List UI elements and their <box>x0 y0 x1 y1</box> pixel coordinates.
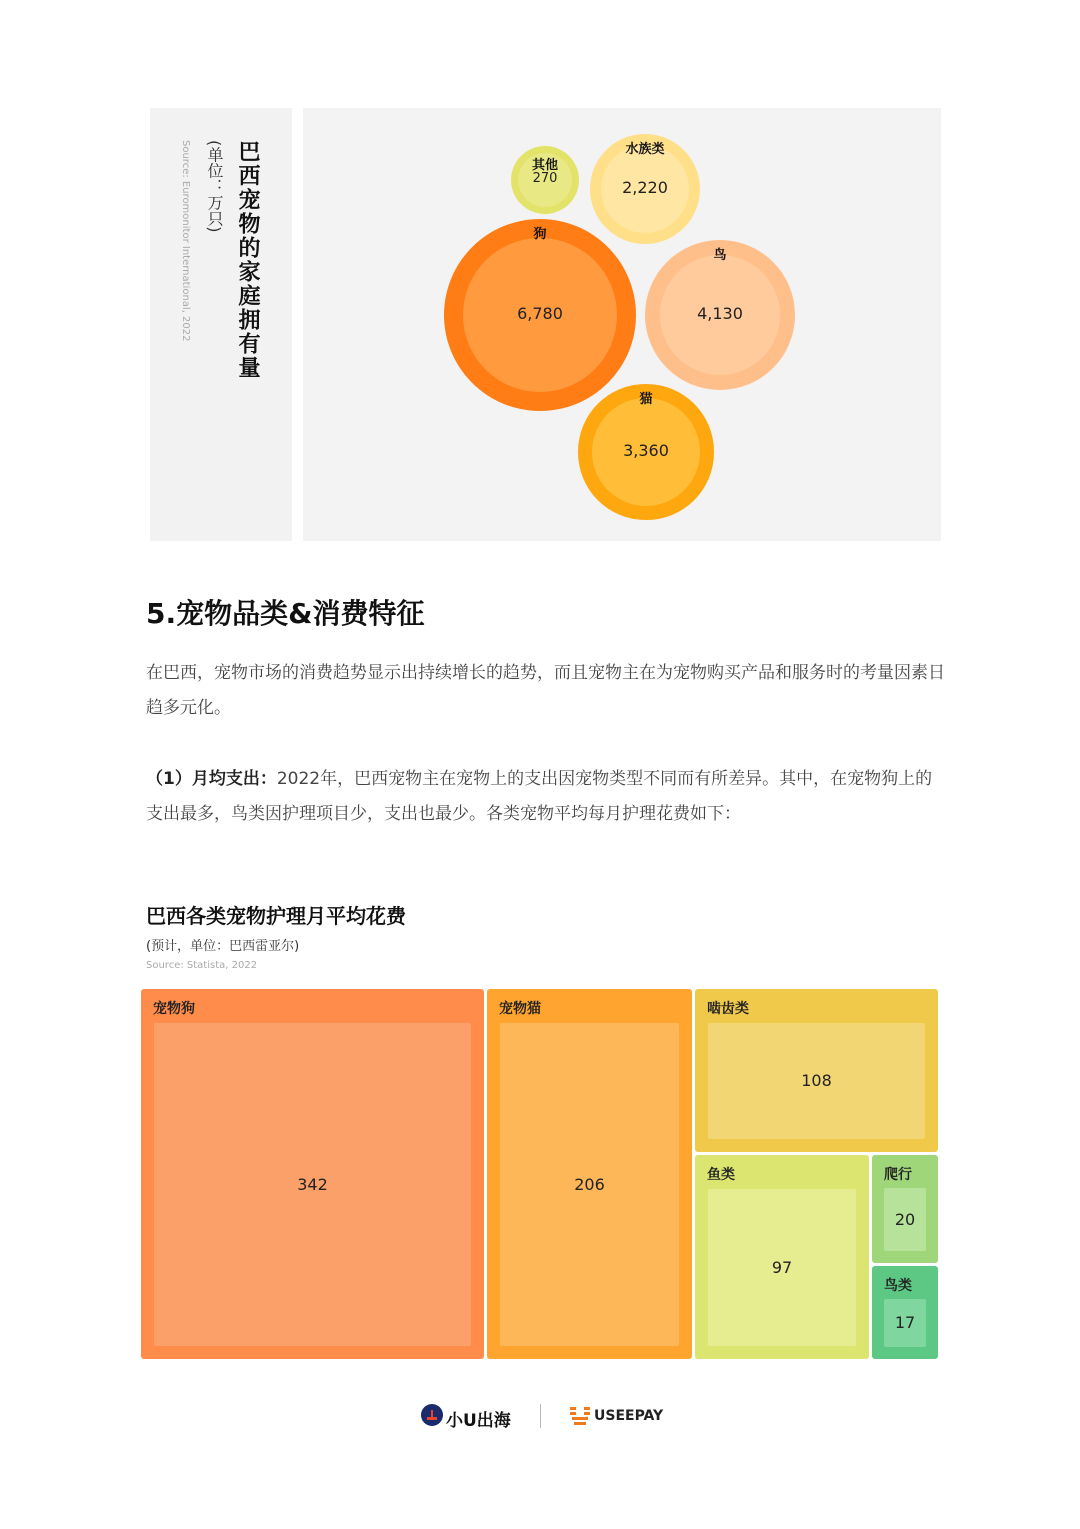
bubble-label: 水族类 <box>625 142 665 158</box>
bubble-chart-source: Source: Euromonitor International, 2022 <box>180 140 191 342</box>
treemap-tile-label: 宠物猫 <box>499 1001 541 1017</box>
treemap-tile-value: 17 <box>894 1313 916 1332</box>
brand-xiaou: 小U出海 <box>446 1411 511 1431</box>
treemap-tile-value: 206 <box>574 1174 605 1194</box>
treemap-tile-label: 啮齿类 <box>707 1001 749 1017</box>
treemap-tile-label: 爬行 <box>884 1167 912 1183</box>
treemap-tile-value: 97 <box>771 1257 793 1277</box>
footer-divider <box>540 1404 541 1428</box>
section-paragraph-1: 在巴西，宠物市场的消费趋势显示出持续增长的趋势，而且宠物主在为宠物购买产品和服务时的考量因素日趋多元化。 <box>146 663 945 718</box>
treemap-tile-label: 鱼类 <box>707 1167 735 1183</box>
paragraph-2-body: 2022年，巴西宠物主在宠物上的支出因宠物类型不同而有所差异。其中，在宠物狗上的支出最多，鸟类因护理项目少，支出也最少。各类宠物平均每月护理花费如下： <box>146 769 933 824</box>
bubble-value: 6,780 <box>517 304 563 323</box>
brand-useepay: USEEPAY <box>594 1408 664 1424</box>
treemap-title: 巴西各类宠物护理月平均花费 <box>146 904 406 928</box>
bubble-label: 其他 <box>531 158 558 173</box>
bubble-chart-unit: (单位：万只) <box>205 140 224 233</box>
bubble-label: 狗 <box>533 227 547 242</box>
treemap-tile-label: 宠物狗 <box>153 1001 195 1017</box>
treemap-tile <box>872 1266 938 1359</box>
section-paragraph-2 <box>146 762 946 832</box>
bubble-0 <box>444 219 636 411</box>
treemap-tile <box>695 989 938 1152</box>
treemap-tile <box>872 1155 938 1263</box>
treemap-tile-label: 鸟类 <box>884 1278 912 1294</box>
bubble-2 <box>578 384 713 519</box>
bubble-3 <box>590 134 700 244</box>
treemap-tile <box>141 989 484 1359</box>
treemap-tile <box>487 989 692 1359</box>
bubble-label: 猫 <box>639 392 653 408</box>
bubble-chart-panel <box>303 108 941 541</box>
bubble-value: 270 <box>532 171 558 186</box>
bubble-value: 4,130 <box>697 303 743 323</box>
bubble-label: 鸟 <box>713 248 727 264</box>
treemap-source: Source: Statista, 2022 <box>146 960 258 971</box>
section-heading: 5.宠物品类&消费特征 <box>146 597 425 630</box>
useepay-logo-icon <box>568 1404 592 1432</box>
bubble-1 <box>645 240 795 390</box>
treemap-tile-value: 108 <box>801 1071 832 1090</box>
bubble-4 <box>511 146 579 214</box>
xiaou-logo-icon <box>421 1404 443 1430</box>
bubble-chart-title: 巴西宠物的家庭拥有量 <box>235 140 260 380</box>
treemap-tile-value: 342 <box>297 1174 328 1194</box>
paragraph-2-lead: （1）月均支出： <box>146 769 277 789</box>
treemap-subtitle: (预计，单位：巴西雷亚尔) <box>146 939 300 954</box>
treemap-tile <box>695 1155 869 1359</box>
treemap-tile-value: 20 <box>894 1209 916 1229</box>
bubble-value: 2,220 <box>622 177 668 197</box>
bubble-value: 3,360 <box>623 440 669 460</box>
